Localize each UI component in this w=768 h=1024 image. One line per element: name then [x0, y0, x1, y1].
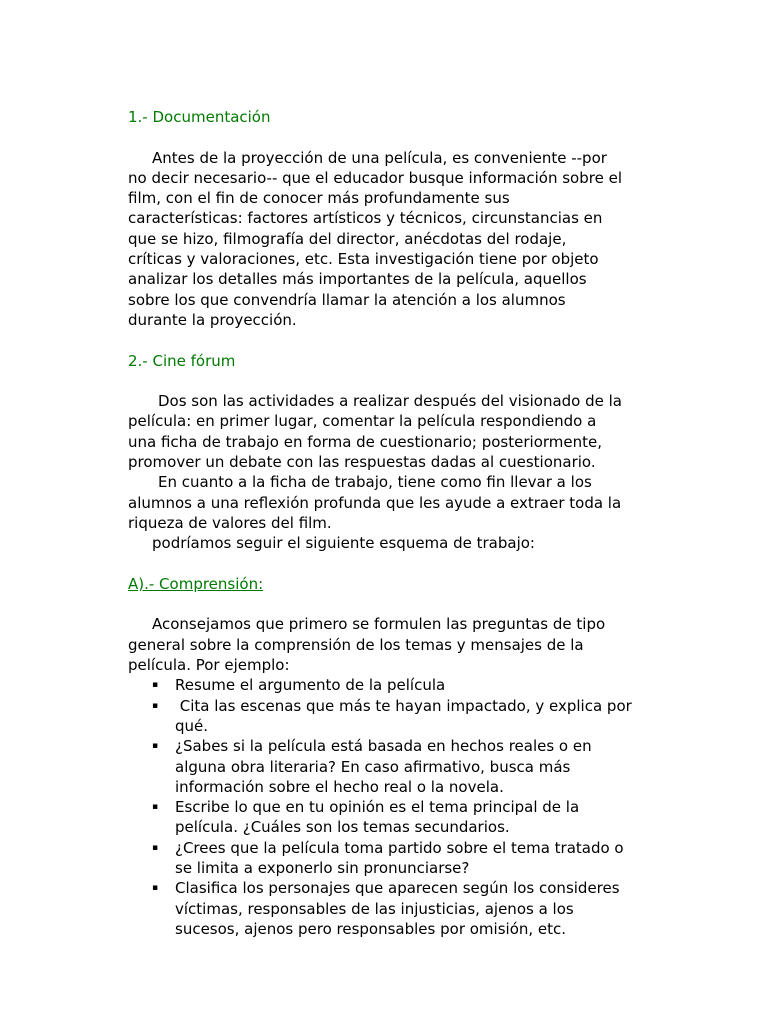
- list-item-line: sucesos, ajenos pero responsables por omisión, etc.: [175, 919, 567, 938]
- paragraph-line: críticas y valoraciones, etc. Esta investigación tiene por objeto: [128, 250, 599, 269]
- section-heading-documentacion: 1.- Documentación: [128, 108, 271, 126]
- spacer: [128, 594, 668, 614]
- paragraph-line: En cuanto a la ficha de trabajo, tiene como fin llevar a los: [158, 473, 592, 492]
- paragraph-line: analizar los detalles más importantes de la película, aquellos: [128, 270, 587, 289]
- paragraph-documentacion: [128, 148, 668, 331]
- paragraph-comprension-intro: [128, 614, 668, 675]
- spacer: [128, 554, 668, 574]
- spacer: [128, 127, 668, 147]
- list-item-line: información sobre el hecho real o la novela.: [175, 777, 504, 796]
- list-item: [128, 736, 668, 797]
- paragraph-cine-forum-2: [128, 472, 668, 533]
- list-item-line: Resume el argumento de la película: [175, 676, 446, 695]
- list-item: [128, 878, 668, 939]
- list-item-line: víctimas, responsables de las injusticias, ajenos a los: [175, 899, 574, 918]
- paragraph-line: Aconsejamos que primero se formulen las preguntas de tipo: [152, 615, 606, 634]
- paragraph-cine-forum-1: [128, 391, 668, 472]
- paragraph-line: características: factores artísticos y técnicos, circunstancias en: [128, 209, 603, 228]
- paragraph-line: promover un debate con las respuestas dadas al cuestionario.: [128, 453, 596, 472]
- bullet-square-icon: ▪: [152, 802, 159, 813]
- spacer: [128, 330, 668, 350]
- section-heading-comprension: A).- Comprensión:: [128, 574, 264, 593]
- list-item-line: alguna obra literaria? En caso afirmativo, busca más: [175, 757, 571, 776]
- paragraph-line: no decir necesario-- que el educador busque información sobre el: [128, 168, 622, 187]
- paragraph-line: película: en primer lugar, comentar la película respondiendo a: [128, 412, 597, 431]
- paragraph-line: riqueza de valores del film.: [128, 513, 332, 532]
- paragraph-line: Dos son las actividades a realizar después del visionado de la: [158, 392, 622, 411]
- list-item-line: ¿Crees que la película toma partido sobre el tema tratado o: [175, 838, 624, 857]
- paragraph-line: film, con el fin de conocer más profundamente sus: [128, 189, 510, 208]
- paragraph-line: sobre los que convendría llamar la atención a los alumnos: [128, 290, 566, 309]
- paragraph-cine-forum-3: podríamos seguir el siguiente esquema de trabajo:: [152, 534, 535, 553]
- paragraph-line: película. Por ejemplo:: [128, 656, 290, 675]
- paragraph-line: alumnos a una reflexión profunda que les ayude a extraer toda la: [128, 493, 622, 512]
- bullet-square-icon: ▪: [152, 741, 159, 752]
- list-item-line: ¿Sabes si la película está basada en hechos reales o en: [175, 737, 592, 756]
- paragraph-line: durante la proyección.: [128, 310, 297, 329]
- section-heading-cine-forum: 2.- Cine fórum: [128, 351, 236, 370]
- list-item-line: se limita a exponerlo sin pronunciarse?: [175, 858, 470, 877]
- document-page: [128, 107, 668, 939]
- spacer: [128, 371, 668, 391]
- list-item: [128, 838, 668, 879]
- list-item-line: Escribe lo que en tu opinión es el tema principal de la: [175, 798, 580, 817]
- bullet-list: [128, 675, 668, 939]
- list-item: [128, 797, 668, 838]
- list-item-line: Cita las escenas que más te hayan impactado, y explica por: [175, 696, 632, 715]
- list-item-line: qué.: [175, 716, 209, 735]
- list-item: [128, 675, 668, 695]
- list-item: [128, 696, 668, 737]
- paragraph-line: Antes de la proyección de una película, es conveniente --por: [152, 148, 607, 167]
- paragraph-line: que se hizo, filmografía del director, anécdotas del rodaje,: [128, 229, 567, 248]
- list-item-line: película. ¿Cuáles son los temas secundarios.: [175, 818, 510, 837]
- paragraph-line: general sobre la comprensión de los temas y mensajes de la: [128, 635, 584, 654]
- list-item-line: Clasifica los personajes que aparecen según los consideres: [175, 879, 620, 898]
- bullet-square-icon: ▪: [152, 883, 159, 894]
- bullet-square-icon: ▪: [152, 700, 159, 711]
- bullet-square-icon: ▪: [152, 680, 159, 691]
- paragraph-line: una ficha de trabajo en forma de cuestionario; posteriormente,: [128, 432, 602, 451]
- bullet-square-icon: ▪: [152, 842, 159, 853]
